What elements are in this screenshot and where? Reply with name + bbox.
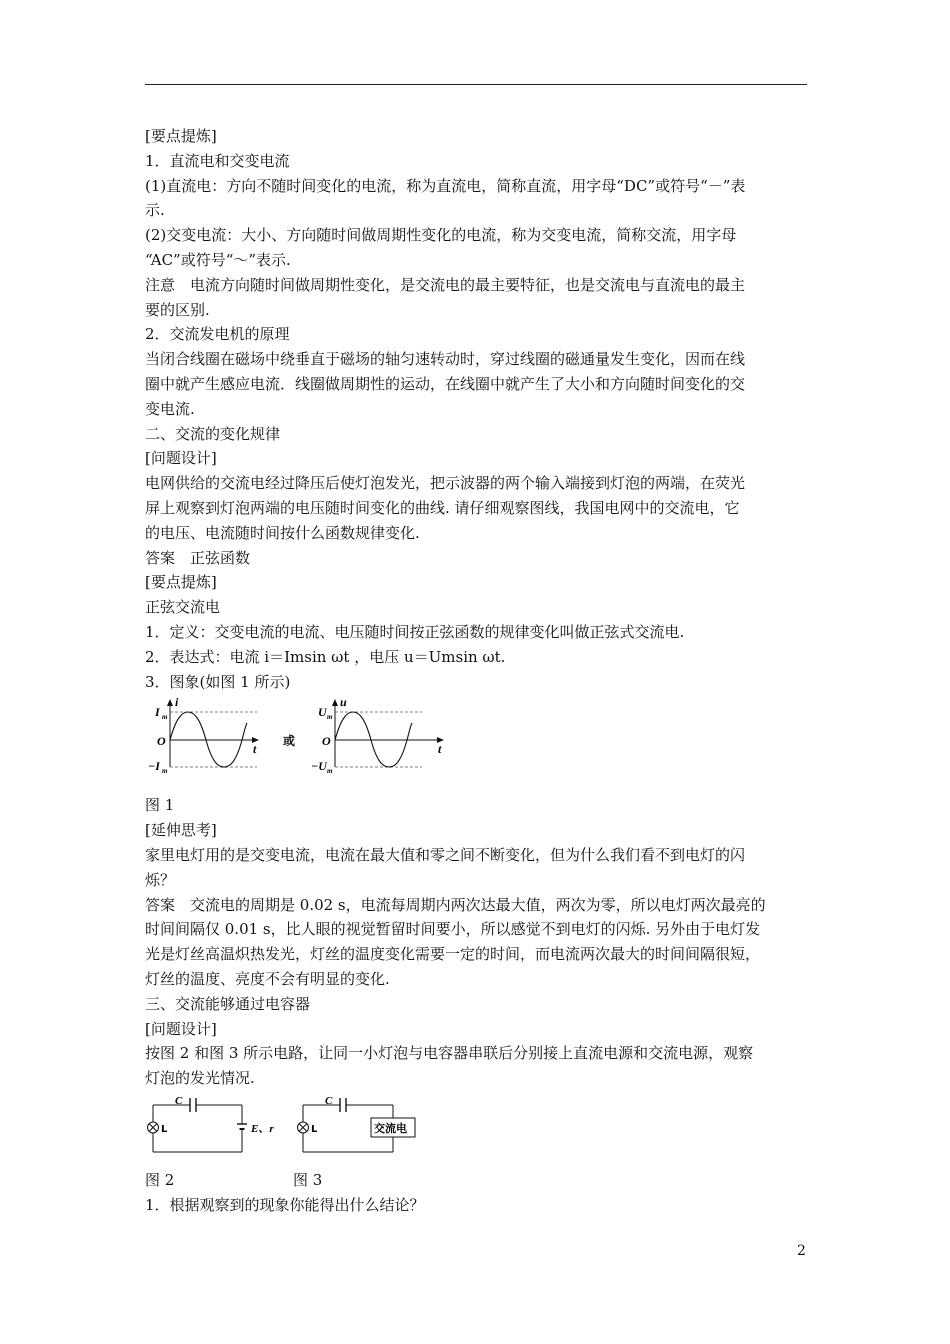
text-line: 烁？ — [145, 870, 176, 889]
text-line: 光是灯丝高温炽热发光，灯丝的温度变化需要一定的时间，而电流两次最大的时间间隔很短， — [145, 945, 761, 964]
graph2-min-sub: m — [327, 767, 333, 776]
graph2-x-label: t — [438, 742, 442, 757]
figure-1-caption: 图 1 — [145, 796, 175, 815]
text-line: 答案 交流电的周期是 0.02 s，电流每周期内两次达最大值，两次为零，所以电灯两次最亮的 — [145, 895, 766, 914]
text-line: 灯丝的温度、亮度不会有明显的变化. — [145, 969, 390, 988]
text-line: 1．定义：交变电流的电流、电压随时间按正弦函数的规律变化叫做正弦式交流电. — [145, 622, 685, 641]
graph2-y-label: u — [340, 697, 347, 710]
text-line: [问题设计] — [145, 1019, 217, 1038]
source-label: E、r — [251, 1122, 274, 1135]
dc-circuit — [148, 1096, 275, 1152]
header-rule — [145, 84, 807, 85]
page-number: 2 — [797, 1243, 806, 1259]
sine-graphs — [145, 697, 465, 789]
text-line: 圈中就产生感应电流．线圈做周期性的运动，在线圈中就产生了大小和方向随时间变化的交 — [145, 374, 746, 393]
figure-2-caption: 图 2 — [145, 1170, 175, 1189]
graph1-x-label: t — [253, 742, 257, 757]
voltage-sine-graph — [311, 697, 444, 775]
graph1-y-label: i — [175, 697, 179, 710]
document-body — [145, 124, 809, 1218]
current-sine-graph — [148, 697, 259, 775]
text-line: 2．表达式：电流 i＝Imsin ωt ，电压 u＝Umsin ωt. — [145, 647, 506, 666]
figure-2-3 — [145, 1096, 809, 1164]
figure-3-caption: 图 3 — [293, 1170, 323, 1189]
text-line: 时间间隔仅 0.01 s，比人眼的视觉暂留时间要小，所以感觉不到电灯的闪烁. 另外由于电灯发 — [145, 920, 761, 939]
graph1-max-label: I — [155, 705, 160, 720]
figure-2-3-captions — [145, 1168, 809, 1193]
graph2-max-label: U — [318, 705, 327, 720]
section-text-c — [145, 1193, 809, 1218]
figure-1 — [145, 697, 809, 789]
text-line: 变电流. — [145, 399, 195, 418]
graph2-min-label: −U — [311, 759, 327, 774]
ac-circuit — [298, 1096, 416, 1152]
text-line: 答案 正弦函数 — [145, 548, 251, 567]
text-line: (1)直流电：方向不随时间变化的电流，称为直流电，简称直流，用字母“DC”或符号“－”表 — [145, 176, 746, 195]
text-line: 要的区别. — [145, 300, 210, 319]
graph1-min-label: −I — [148, 759, 160, 774]
text-line: [延伸思考] — [145, 821, 217, 840]
graph2-max-sub: m — [327, 713, 333, 722]
text-line: [问题设计] — [145, 449, 217, 468]
capacitor-label-1: C — [175, 1095, 183, 1107]
graph1-max-sub: m — [162, 713, 168, 722]
text-line: 正弦交流电 — [145, 598, 221, 617]
text-line: 二、交流的变化规律 — [145, 424, 281, 443]
graph1-origin: O — [157, 734, 166, 749]
text-line: 家里电灯用的是交变电流，电流在最大值和零之间不断变化，但为什么我们看不到电灯的闪 — [145, 845, 746, 864]
ac-source-label: 交流电 — [374, 1121, 407, 1135]
text-line: 的电压、电流随时间按什么函数规律变化. — [145, 523, 420, 542]
graph2-origin: O — [322, 734, 331, 749]
capacitor-label-2: C — [325, 1095, 333, 1107]
or-label: 或 — [283, 734, 296, 749]
circuit-diagrams — [145, 1096, 435, 1164]
section-text-b — [145, 818, 809, 1091]
lamp-label-1: L — [161, 1123, 168, 1135]
text-line: [要点提炼] — [145, 127, 217, 145]
text-line: 1．根据观察到的现象你能得出什么结论？ — [145, 1195, 425, 1214]
lamp-label-2: L — [311, 1123, 318, 1135]
text-line: [要点提炼] — [145, 573, 217, 592]
section-text-a — [145, 124, 809, 694]
text-line: 灯泡的发光情况. — [145, 1069, 255, 1088]
text-line: 1．直流电和交变电流 — [145, 151, 290, 170]
text-line: (2)交变电流：大小、方向随时间做周期性变化的电流，称为交变电流，简称交流，用字母 — [145, 226, 737, 245]
text-line: “AC”或符号“～”表示. — [145, 250, 291, 269]
graph1-min-sub: m — [162, 767, 168, 776]
text-line: 注意 电流方向随时间做周期性变化，是交流电的最主要特征，也是交流电与直流电的最主 — [145, 275, 746, 294]
text-line: 3．图象(如图 1 所示) — [145, 672, 291, 691]
text-line: 三、交流能够通过电容器 — [145, 994, 311, 1013]
text-line: 电网供给的交流电经过降压后使灯泡发光，把示波器的两个输入端接到灯泡的两端，在荧光 — [145, 474, 746, 493]
text-line: 屏上观察到灯泡两端的电压随时间变化的曲线. 请仔细观察图线，我国电网中的交流电，它 — [145, 498, 740, 517]
text-line: 示. — [145, 201, 165, 220]
text-line: 当闭合线圈在磁场中绕垂直于磁场的轴匀速转动时，穿过线圈的磁通量发生变化，因而在线 — [145, 350, 746, 369]
text-line: 2．交流发电机的原理 — [145, 325, 290, 344]
text-line: 按图 2 和图 3 所示电路，让同一小灯泡与电容器串联后分别接上直流电源和交流电源，观察 — [145, 1044, 754, 1063]
